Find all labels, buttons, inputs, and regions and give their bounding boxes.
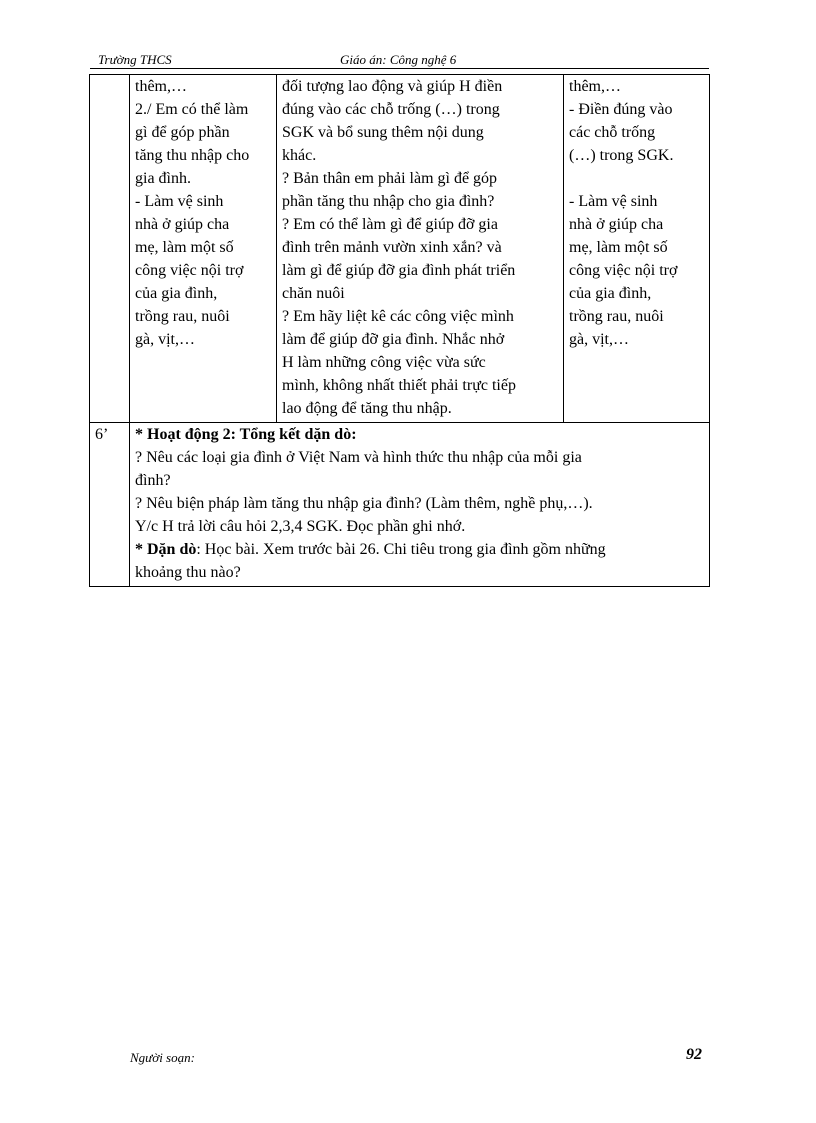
student-line: công việc nội trợ [569, 262, 678, 279]
question-text: ? Nêu các loại gia đình ở Việt Nam và hình thức thu nhập của mỗi gia [135, 449, 582, 466]
content-line: trồng rau, nuôi [135, 308, 230, 325]
homework-text [135, 538, 705, 561]
homework-body: : Học bài. Xem trước bài 26. Chi tiêu trong gia đình gồm những [196, 541, 606, 558]
activity-line: khác. [282, 147, 317, 164]
student-line: mẹ, làm một số [569, 239, 668, 256]
time-cell: 6’ [90, 423, 130, 587]
lesson-table [89, 74, 710, 587]
content-line: nhà ở giúp cha [135, 216, 230, 233]
activity-line: mình, không nhất thiết phải trực tiếp [282, 377, 516, 394]
content-line: gà, vịt,… [135, 331, 195, 348]
school-name: Trường THCS [98, 52, 172, 67]
activity-line: đối tượng lao động và giúp H điền [282, 78, 503, 95]
activity-line: chăn nuôi [282, 285, 345, 302]
summary-cell [130, 423, 710, 587]
content-line: mẹ, làm một số [135, 239, 234, 256]
student-line: trồng rau, nuôi [569, 308, 664, 325]
activity-line: lao động để tăng thu nhập. [282, 400, 452, 417]
activity-title: * Hoạt động 2: Tổng kết dặn dò: [135, 426, 357, 443]
student-line: nhà ở giúp cha [569, 216, 664, 233]
instruction-text: Y/c H trả lời câu hỏi 2,3,4 SGK. Đọc phần ghi nhớ. [135, 518, 466, 535]
question-text: đình? [135, 472, 171, 489]
table-row [90, 75, 710, 423]
activity-line: SGK và bổ sung thêm nội dung [282, 124, 484, 141]
time-cell [90, 75, 130, 423]
activity-line: ? Em hãy liệt kê các công việc mình [282, 308, 514, 325]
teacher-activity-cell [277, 75, 564, 423]
page-footer [96, 1046, 708, 1068]
activity-line: H làm những công việc vừa sức [282, 354, 486, 371]
activity-line: làm gì để giúp đỡ gia đình phát triển [282, 262, 516, 279]
content-line: công việc nội trợ [135, 262, 244, 279]
activity-line: đình trên mảnh vườn xinh xắn? và [282, 239, 502, 256]
homework-text: khoảng thu nào? [135, 564, 241, 581]
question-text: ? Nêu biện pháp làm tăng thu nhập gia đình? (Làm thêm, nghề phụ,…). [135, 495, 593, 512]
content-line: của gia đình, [135, 285, 218, 302]
student-line: - Điền đúng vào [569, 101, 673, 118]
student-line: các chỗ trống [569, 124, 656, 141]
content-line: - Làm vệ sinh [135, 193, 224, 210]
header-rule [90, 68, 709, 69]
student-content-cell [130, 75, 277, 423]
author-label: Người soạn: [130, 1050, 195, 1065]
content-line: 2./ Em có thể làm [135, 101, 249, 118]
activity-line: phần tăng thu nhập cho gia đình? [282, 193, 495, 210]
content-line: tăng thu nhập cho [135, 147, 250, 164]
activity-line: ? Em có thể làm gì để giúp đỡ gia [282, 216, 498, 233]
lesson-plan-title: Giáo án: Công nghệ 6 [340, 52, 457, 67]
student-activity-cell [564, 75, 710, 423]
activity-line: đúng vào các chỗ trống (…) trong [282, 101, 500, 118]
content-line: gia đình. [135, 170, 191, 187]
activity-line: làm để giúp đỡ gia đình. Nhắc nhở [282, 331, 505, 348]
content-line: gì để góp phần [135, 124, 230, 141]
student-line: gà, vịt,… [569, 331, 629, 348]
table-row [90, 423, 710, 587]
cell-spacer [569, 167, 705, 190]
student-line: (…) trong SGK. [569, 147, 674, 164]
student-line: của gia đình, [569, 285, 652, 302]
homework-label: * Dặn dò [135, 541, 197, 558]
student-line: thêm,… [569, 78, 621, 95]
content-line: thêm,… [135, 78, 187, 95]
activity-line: ? Bản thân em phải làm gì để góp [282, 170, 498, 187]
page-number: 92 [686, 1046, 702, 1063]
student-line: - Làm vệ sinh [569, 193, 658, 210]
